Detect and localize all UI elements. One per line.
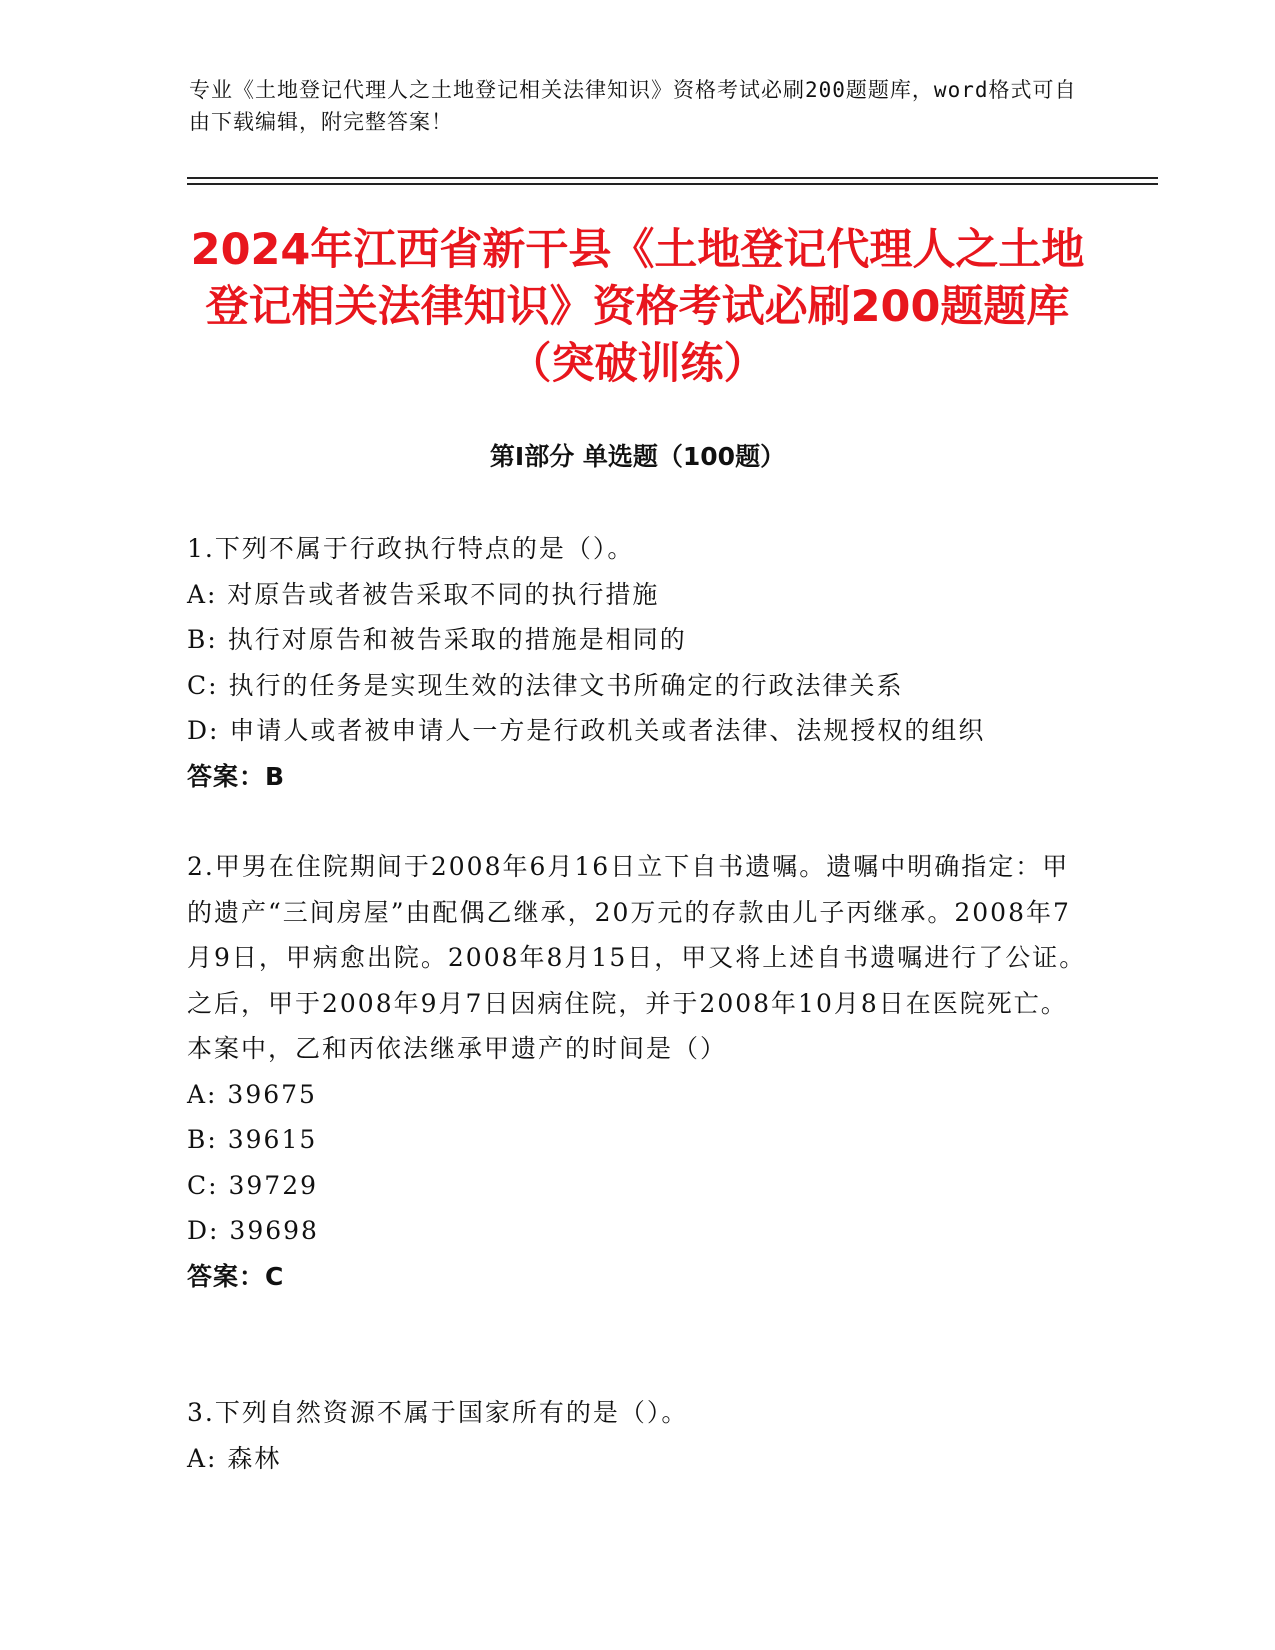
option-a: A: 39675 [187, 1079, 317, 1109]
question-stem: 3.下列自然资源不属于国家所有的是（）。 [187, 1398, 689, 1427]
option-a: A: 森林 [187, 1443, 282, 1473]
header-divider-bottom [187, 183, 1158, 185]
answer: 答案：C [187, 1261, 285, 1291]
section-heading: 第I部分 单选题（100题） [489, 442, 786, 471]
question-2 [187, 844, 1087, 1299]
option-d: D: 39698 [187, 1216, 319, 1245]
header-divider-top [187, 177, 1158, 179]
option-c: C: 执行的任务是实现生效的法律文书所确定的行政法律关系 [187, 670, 904, 700]
option-a: A: 对原告或者被告采取不同的执行措施 [187, 579, 660, 609]
option-c: C: 39729 [187, 1170, 319, 1200]
document-title: 2024年江西省新干县《土地登记代理人之土地登记相关法律知识》资格考试必刷200题题库（突破训练） [190, 225, 1085, 389]
question-1 [187, 526, 1087, 799]
question-stem: 1.下列不属于行政执行特点的是（）。 [187, 534, 635, 563]
answer: 答案：B [187, 761, 286, 791]
option-d: D: 申请人或者被申请人一方是行政机关或者法律、法规授权的组织 [187, 716, 986, 745]
option-b: B: 39615 [187, 1125, 318, 1154]
question-3 [187, 1390, 1087, 1481]
question-stem: 2.甲男在住院期间于2008年6月16日立下自书遗嘱。遗嘱中明确指定：甲的遗产“三间房屋”由配偶乙继承，20万元的存款由儿子丙继承。2008年7月9日，甲病愈出院。2008年8月15日，甲又将上述自书遗嘱进行了公证。之后，甲于2008年9月7日因病住院，并于2008年10月8日在医院死亡。本案中，乙和丙依法继承甲遗产的时间是（） [187, 852, 1087, 1063]
header-note: 专业《土地登记代理人之土地登记相关法律知识》资格考试必刷200题题库，word格式可自由下载编辑，附完整答案！ [189, 78, 1077, 134]
option-b: B: 执行对原告和被告采取的措施是相同的 [187, 625, 687, 654]
